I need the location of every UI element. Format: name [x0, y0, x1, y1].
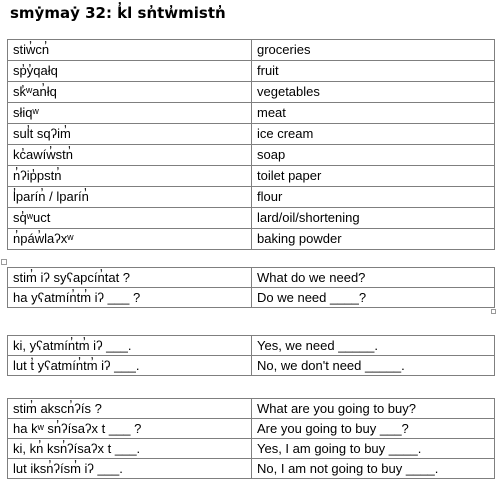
- nsyilxcen-phrase-cell: n̓ʔip̓pstn̓: [8, 166, 252, 187]
- table-row: [8, 103, 495, 124]
- table-row: [8, 145, 495, 166]
- nsyilxcen-phrase-cell: ha yʕatmín̓tm̓ iʔ ___ ?: [8, 288, 252, 308]
- english-translation-cell: ice cream: [252, 124, 495, 145]
- table-row: [8, 40, 495, 61]
- table-row: [8, 229, 495, 250]
- table-row: [8, 356, 495, 376]
- table-row: [8, 439, 495, 459]
- table-row: [8, 124, 495, 145]
- need-answer-table: [7, 335, 495, 376]
- english-translation-cell: What are you going to buy?: [252, 399, 495, 419]
- nsyilxcen-phrase-cell: ki, yʕatmín̓tm̓ iʔ ___.: [8, 336, 252, 356]
- table-resize-handle[interactable]: [491, 309, 496, 314]
- english-translation-cell: What do we need?: [252, 268, 495, 288]
- table-row: [8, 82, 495, 103]
- english-translation-cell: groceries: [252, 40, 495, 61]
- table-row: [8, 61, 495, 82]
- nsyilxcen-phrase-cell: stim̓ iʔ syʕapcín̓tat ?: [8, 268, 252, 288]
- nsyilxcen-phrase-cell: l̓parín̓ / lparín̓: [8, 187, 252, 208]
- english-translation-cell: vegetables: [252, 82, 495, 103]
- nsyilxcen-phrase-cell: lut t̓ yʕatmín̓tm̓ iʔ ___.: [8, 356, 252, 376]
- nsyilxcen-phrase-cell: ki, kn̓ ksn̓ʔísaʔx t ___.: [8, 439, 252, 459]
- table-row: [8, 459, 495, 479]
- english-translation-cell: No, I am not going to buy ____.: [252, 459, 495, 479]
- nsyilxcen-phrase-cell: ha kʷ sn̓ʔísaʔx t ___ ?: [8, 419, 252, 439]
- table-row: [8, 187, 495, 208]
- nsyilxcen-phrase-cell: sk̓ʷan̓łq: [8, 82, 252, 103]
- table-row: [8, 208, 495, 229]
- english-translation-cell: fruit: [252, 61, 495, 82]
- page-title: smẏmaẏ 32: k̓l sn̓tw̓mistn̓: [10, 4, 226, 22]
- buy-table: [7, 398, 495, 479]
- english-translation-cell: soap: [252, 145, 495, 166]
- nsyilxcen-phrase-cell: n̓páw̓laʔxʷ: [8, 229, 252, 250]
- nsyilxcen-phrase-cell: sq̓ʷuct: [8, 208, 252, 229]
- nsyilxcen-phrase-cell: stiw̓cn̓: [8, 40, 252, 61]
- nsyilxcen-phrase-cell: lut iksn̓ʔísm̓ iʔ ___.: [8, 459, 252, 479]
- table-row: [8, 288, 495, 308]
- english-translation-cell: baking powder: [252, 229, 495, 250]
- english-translation-cell: lard/oil/shortening: [252, 208, 495, 229]
- nsyilxcen-phrase-cell: słiqʷ: [8, 103, 252, 124]
- nsyilxcen-phrase-cell: sp̓y̓qałq: [8, 61, 252, 82]
- english-translation-cell: Do we need ____?: [252, 288, 495, 308]
- english-translation-cell: meat: [252, 103, 495, 124]
- english-translation-cell: toilet paper: [252, 166, 495, 187]
- need-question-table: [7, 267, 495, 308]
- table-row: [8, 336, 495, 356]
- table-row: [8, 419, 495, 439]
- nsyilxcen-phrase-cell: stim̓ akscn̓ʔís ?: [8, 399, 252, 419]
- english-translation-cell: Yes, we need _____.: [252, 336, 495, 356]
- english-translation-cell: Are you going to buy ___?: [252, 419, 495, 439]
- english-translation-cell: flour: [252, 187, 495, 208]
- nsyilxcen-phrase-cell: kc̓awíw̓stn̓: [8, 145, 252, 166]
- english-translation-cell: No, we don't need _____.: [252, 356, 495, 376]
- table-row: [8, 268, 495, 288]
- table-move-handle[interactable]: [1, 259, 7, 265]
- english-translation-cell: Yes, I am going to buy ____.: [252, 439, 495, 459]
- table-row: [8, 399, 495, 419]
- nsyilxcen-phrase-cell: sul̓t sqʔim̓: [8, 124, 252, 145]
- table-row: [8, 166, 495, 187]
- vocabulary-table: [7, 39, 495, 250]
